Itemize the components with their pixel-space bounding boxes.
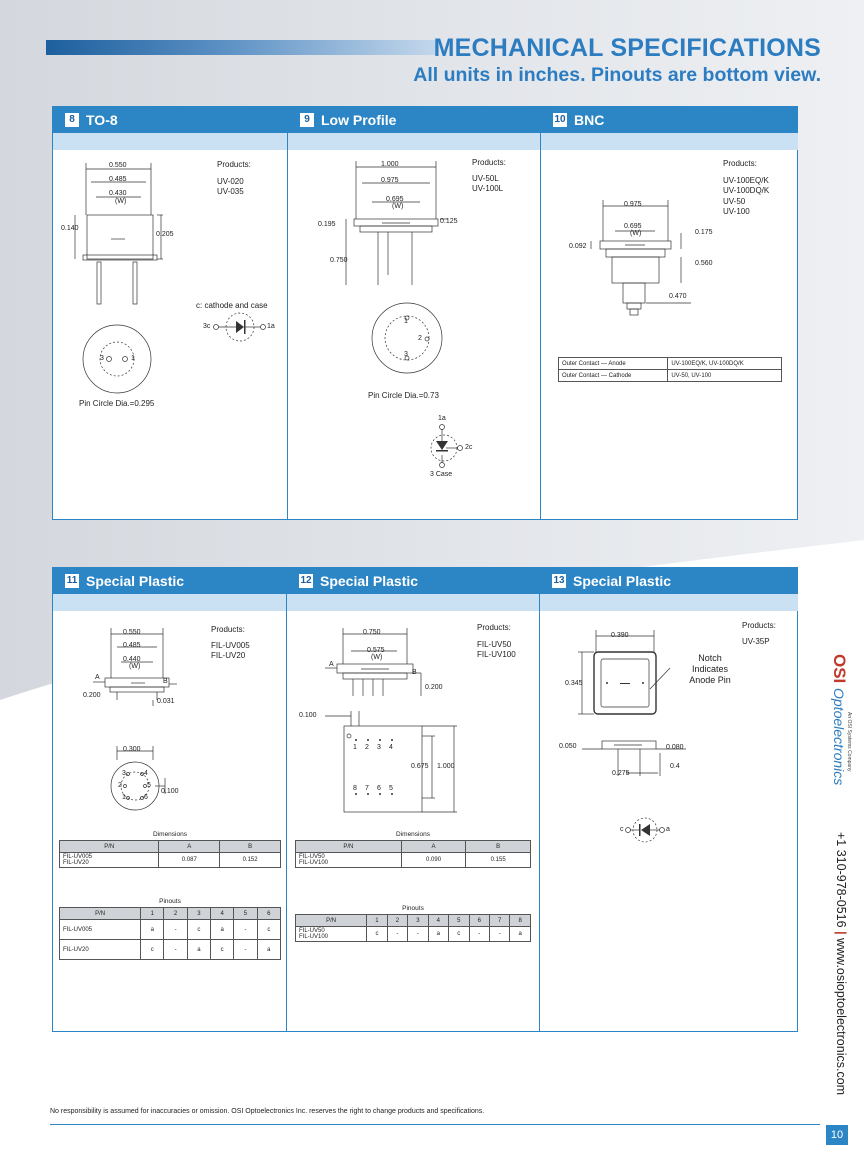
dimension-label: 0.440	[123, 656, 141, 663]
table-header: 5	[449, 915, 469, 927]
dimension-label: 1.000	[437, 763, 455, 770]
dimension-label: 0.345	[565, 680, 583, 687]
pin-label: 2c	[465, 444, 473, 451]
dimension-label: 0.390	[611, 632, 629, 639]
dimension-label: (W)	[371, 654, 383, 661]
pin-number: 4	[389, 744, 393, 751]
product-item: FIL-UV100	[477, 650, 516, 659]
pin-number: 2	[118, 782, 122, 789]
header-gradient-bar	[46, 40, 438, 55]
dimension-label: 0.695	[386, 196, 404, 203]
table-cell	[60, 853, 159, 868]
table-header: 2	[164, 908, 187, 920]
dimensions-caption: Dimensions	[396, 831, 430, 838]
products-label: Products:	[211, 625, 245, 634]
pin-number: 7	[365, 785, 369, 792]
panel-number: 13	[553, 575, 565, 586]
products-label: Products:	[472, 158, 506, 167]
pin-number: 3	[122, 770, 126, 777]
dimension-label: 0.200	[425, 684, 443, 691]
table-row	[559, 358, 782, 370]
panel-to8	[53, 107, 287, 519]
table-cell: -	[234, 940, 257, 960]
dimension-label: 0.031	[157, 698, 175, 705]
dimension-label: 0.195	[318, 221, 336, 228]
product-item: UV-100L	[472, 184, 504, 193]
pin-number: 2	[418, 335, 422, 342]
low-profile-package-drawing	[288, 107, 541, 519]
table-cell: 0.152	[220, 853, 281, 868]
panel-bnc	[540, 107, 798, 519]
page-number: 10	[826, 1125, 848, 1145]
dimension-label: B	[163, 678, 168, 685]
sp12-dimensions-table	[295, 840, 531, 868]
pin-number: 4	[144, 770, 148, 777]
sp13-package-drawing	[540, 568, 798, 1031]
pin-number: 3	[404, 351, 408, 358]
pin-number: 1	[131, 355, 135, 362]
pin-number: 1	[404, 318, 408, 325]
panel-special-plastic-12	[286, 568, 540, 1031]
table-cell: 0.087	[159, 853, 220, 868]
table-cell: Outer Contact — Anode	[559, 358, 668, 370]
dimension-label: 0.092	[569, 243, 587, 250]
bnc-package-drawing	[541, 107, 798, 519]
part-number: FIL-UV100	[299, 860, 329, 866]
table-header: 1	[141, 908, 164, 920]
pin-number: 2	[365, 744, 369, 751]
dimension-label: 0.695	[624, 223, 642, 230]
table-cell: c	[257, 920, 280, 940]
table-cell: a	[141, 920, 164, 940]
panel-number: 8	[65, 113, 79, 127]
pin-label: 3 Case	[430, 471, 453, 478]
product-item: UV-100	[723, 207, 750, 216]
table-cell: -	[469, 927, 489, 942]
sp12-package-drawing	[287, 568, 540, 1031]
product-item: FIL-UV20	[211, 651, 246, 660]
pin-number: 6	[377, 785, 381, 792]
product-item: UV-020	[217, 176, 244, 186]
footer-disclaimer: No responsibility is assumed for inaccuracies or omission. OSI Optoelectronics Inc. reserves the right to change products and specifications.	[50, 1108, 485, 1115]
product-item: UV-100EQ/K	[723, 175, 769, 185]
table-header-row	[60, 908, 281, 920]
table-header: B	[466, 841, 531, 853]
product-item: UV-35P	[742, 636, 770, 646]
osi-optoelectronics-logo	[832, 654, 852, 829]
table-cell: FIL-UV20	[60, 940, 141, 960]
dimension-label: 0.175	[695, 229, 713, 236]
table-cell: FIL-UV005	[60, 920, 141, 940]
table-header-row	[296, 841, 531, 853]
products-label: Products:	[477, 623, 511, 632]
panel-title: Special Plastic	[573, 573, 672, 589]
dimension-label: 0.560	[695, 260, 713, 267]
table-cell: -	[387, 927, 407, 942]
dimension-label: 0.550	[123, 629, 141, 636]
sp12-pinouts-table	[295, 914, 531, 942]
panel-title: Low Profile	[321, 112, 397, 128]
table-cell: c	[367, 927, 387, 942]
dimension-label: 0.485	[123, 642, 141, 649]
panel-number: 10	[554, 114, 566, 125]
sp11-dimensions-table	[59, 840, 281, 868]
table-header: 4	[428, 915, 448, 927]
table-cell: -	[234, 920, 257, 940]
panel-special-plastic-11	[53, 568, 286, 1031]
dimension-label: 0.125	[440, 218, 458, 225]
dimension-label: 0.275	[612, 770, 630, 777]
panel-number: 11	[66, 575, 78, 586]
products-label: Products:	[742, 621, 776, 630]
panel-number: 12	[300, 575, 312, 586]
table-cell: c	[211, 940, 234, 960]
panel-title: BNC	[574, 112, 605, 128]
panel-title: Special Plastic	[86, 573, 185, 589]
pinouts-caption: Pinouts	[402, 905, 424, 912]
dimension-label: 0.200	[83, 692, 101, 699]
table-cell: Outer Contact — Cathode	[559, 370, 668, 382]
dimension-label: (W)	[392, 203, 404, 210]
part-number: FIL-UV100	[299, 934, 329, 940]
product-item: UV-035	[217, 187, 244, 196]
dimension-label: 0.080	[666, 744, 684, 751]
dimension-label: B	[412, 669, 417, 676]
table-header: B	[220, 841, 281, 853]
table-header: 1	[367, 915, 387, 927]
dimension-label: 0.675	[411, 763, 429, 770]
notch-note-line: Indicates	[691, 664, 729, 674]
part-number: FIL-UV50	[299, 928, 325, 934]
footer-divider	[50, 1124, 820, 1125]
page-subtitle: All units in inches. Pinouts are bottom view.	[413, 64, 821, 86]
table-header: 6	[469, 915, 489, 927]
table-header-row	[60, 841, 281, 853]
table-header: 5	[234, 908, 257, 920]
logo-name: Optoelectronics	[831, 688, 847, 786]
dimension-label: 0.975	[381, 177, 399, 184]
dimension-label: 0.550	[109, 162, 127, 169]
table-header-row	[296, 915, 531, 927]
logo-brand: OSI	[830, 654, 849, 684]
bnc-contact-table	[558, 357, 782, 382]
table-header: 8	[510, 915, 531, 927]
part-number: FIL-UV005	[63, 854, 93, 860]
table-header: 3	[408, 915, 428, 927]
table-row	[60, 940, 281, 960]
pinouts-caption: Pinouts	[159, 898, 181, 905]
dimension-label: 0.100	[299, 712, 317, 719]
dimension-label: 0.750	[363, 629, 381, 636]
table-cell: -	[164, 920, 187, 940]
table-header: A	[159, 841, 220, 853]
table-cell: 0.090	[401, 853, 466, 868]
table-header: 2	[387, 915, 407, 927]
dimension-label: (W)	[129, 663, 141, 670]
dimension-label: 0.575	[367, 647, 385, 654]
table-header: P/N	[60, 908, 141, 920]
dimension-label: 0.205	[156, 231, 174, 238]
dimension-label: 0.430	[109, 190, 127, 197]
dimensions-caption: Dimensions	[153, 831, 187, 838]
part-number: FIL-UV20	[63, 860, 89, 866]
sp11-package-drawing	[53, 568, 286, 1031]
product-item: FIL-UV50	[477, 639, 512, 649]
dimension-label: 0.4	[670, 763, 680, 770]
product-item: UV-50	[723, 196, 746, 206]
pin-number: 1	[353, 744, 357, 751]
top-panel-row	[52, 106, 798, 520]
pin-circle-note: Pin Circle Dia.=0.295	[79, 399, 155, 408]
logo-tagline: An OSI Systems Company	[846, 712, 852, 772]
table-row	[60, 920, 281, 940]
table-cell: -	[408, 927, 428, 942]
table-header: P/N	[60, 841, 159, 853]
pin-number: 5	[389, 785, 393, 792]
contact-separator: |	[834, 931, 848, 935]
dimension-label: 0.750	[330, 257, 348, 264]
sp11-pinouts-table	[59, 907, 281, 960]
notch-note-line: Notch	[698, 653, 722, 663]
table-header: P/N	[296, 841, 402, 853]
product-item: UV-50L	[472, 173, 499, 183]
pin-label: 1a	[267, 323, 275, 330]
dimension-label: 0.300	[123, 746, 141, 753]
dimension-label: 0.140	[61, 225, 79, 232]
dimension-label: A	[95, 674, 100, 681]
dimension-label: 0.975	[624, 201, 642, 208]
table-cell: a	[257, 940, 280, 960]
table-cell: UV-100EQ/K, UV-100DQ/K	[668, 358, 782, 370]
bottom-panel-row	[52, 567, 798, 1032]
table-cell: a	[187, 940, 210, 960]
panel-number: 9	[300, 113, 314, 127]
table-cell: a	[510, 927, 531, 942]
contact-info	[834, 832, 848, 1095]
panel-title: Special Plastic	[320, 573, 419, 589]
website-link[interactable]: www.osioptoelectronics.com	[834, 938, 848, 1096]
dimension-label: 1.000	[381, 161, 399, 168]
dimension-label: (W)	[630, 230, 642, 237]
table-cell: a	[211, 920, 234, 940]
products-label: Products:	[723, 159, 757, 168]
products-label: Products:	[217, 160, 251, 169]
pin-label: a	[666, 826, 670, 833]
product-item: FIL-UV005	[211, 640, 250, 650]
table-header: A	[401, 841, 466, 853]
table-cell: -	[489, 927, 509, 942]
pin-number: 1	[122, 794, 126, 801]
panel-title: TO-8	[86, 112, 118, 128]
table-cell: a	[428, 927, 448, 942]
table-cell: UV-50, UV-100	[668, 370, 782, 382]
table-cell	[296, 927, 367, 942]
table-header: 3	[187, 908, 210, 920]
to8-package-drawing	[53, 107, 287, 519]
dimension-label: 0.050	[559, 743, 577, 750]
dimension-label: 0.100	[161, 788, 179, 795]
table-cell: -	[164, 940, 187, 960]
pin-circle-note: Pin Circle Dia.=0.73	[368, 391, 439, 400]
pin-label: c	[620, 826, 624, 833]
pin-number: 6	[144, 794, 148, 801]
dimension-label: 0.470	[669, 293, 687, 300]
dimension-label: 0.485	[109, 176, 127, 183]
notch-note-line: Anode Pin	[689, 675, 731, 685]
table-header: P/N	[296, 915, 367, 927]
product-item: UV-100DQ/K	[723, 186, 770, 195]
table-cell: c	[449, 927, 469, 942]
table-row	[296, 927, 531, 942]
table-cell: 0.155	[466, 853, 531, 868]
dimension-label: (W)	[115, 198, 127, 205]
pin-label: 1a	[438, 415, 446, 422]
table-row	[559, 370, 782, 382]
table-row	[60, 853, 281, 868]
pin-description: c: cathode and case	[196, 301, 268, 310]
page-title: MECHANICAL SPECIFICATIONS	[433, 34, 821, 62]
table-header: 4	[211, 908, 234, 920]
panel-special-plastic-13	[539, 568, 798, 1031]
table-cell: c	[187, 920, 210, 940]
table-header: 7	[489, 915, 509, 927]
notch-note	[676, 653, 744, 686]
panel-low-profile	[287, 107, 541, 519]
table-header: 6	[257, 908, 280, 920]
table-cell: c	[141, 940, 164, 960]
pin-number: 3	[377, 744, 381, 751]
table-row	[296, 853, 531, 868]
phone-number: +1 310-978-0516	[834, 832, 848, 928]
pin-number: 8	[353, 785, 357, 792]
table-cell	[296, 853, 402, 868]
part-number: FIL-UV50	[299, 854, 325, 860]
pin-label: 3c	[203, 323, 211, 330]
pin-number: 3	[100, 355, 104, 362]
dimension-label: A	[329, 661, 334, 668]
pin-number: 5	[147, 782, 151, 789]
